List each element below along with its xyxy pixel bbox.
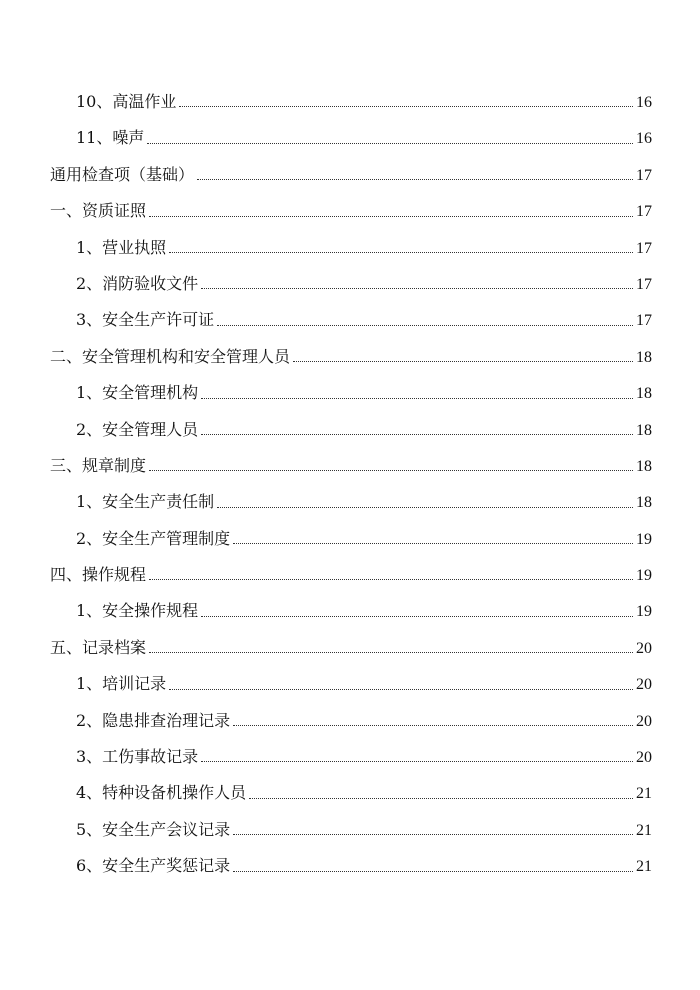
toc-dot-leader bbox=[149, 579, 633, 580]
toc-page-number: 21 bbox=[636, 858, 652, 876]
toc-entry[interactable] bbox=[50, 812, 652, 848]
toc-entry[interactable] bbox=[50, 775, 652, 811]
toc-page-number: 20 bbox=[636, 676, 652, 694]
toc-page-number: 20 bbox=[636, 749, 652, 767]
toc-entry-title: 10、高温作业 bbox=[76, 92, 177, 111]
toc-entry[interactable] bbox=[50, 521, 652, 557]
toc-dot-leader bbox=[233, 543, 633, 544]
toc-entry-title: 通用检查项（基础） bbox=[50, 164, 195, 184]
toc-entry[interactable] bbox=[50, 84, 652, 120]
toc-page-number: 18 bbox=[636, 385, 652, 403]
toc-dot-leader bbox=[201, 398, 633, 399]
toc-entry-title: 三、规章制度 bbox=[50, 455, 147, 475]
toc-entry-title: 2、隐患排查治理记录 bbox=[76, 710, 231, 730]
toc-entry[interactable] bbox=[50, 848, 652, 884]
toc-entry-title: 1、安全操作规程 bbox=[76, 601, 199, 621]
toc-page-number: 19 bbox=[636, 530, 652, 548]
toc-entry-title: 6、安全生产奖惩记录 bbox=[76, 856, 231, 876]
toc-dot-leader bbox=[233, 834, 633, 835]
toc-entry[interactable] bbox=[50, 266, 652, 302]
toc-page-number: 16 bbox=[636, 130, 652, 148]
toc-page-number: 17 bbox=[636, 275, 652, 293]
toc-dot-leader bbox=[201, 434, 633, 435]
toc-entry[interactable] bbox=[50, 339, 652, 375]
toc-dot-leader bbox=[217, 507, 633, 508]
toc-entry[interactable] bbox=[50, 412, 652, 448]
toc-dot-leader bbox=[179, 106, 633, 107]
toc-dot-leader bbox=[149, 652, 633, 653]
toc-entry-title: 2、安全生产管理制度 bbox=[76, 528, 231, 548]
toc-page-number: 20 bbox=[636, 639, 652, 657]
toc-page-number: 18 bbox=[636, 421, 652, 439]
toc-entry[interactable] bbox=[50, 193, 652, 229]
toc-dot-leader bbox=[201, 616, 633, 617]
toc-entry-title: 一、资质证照 bbox=[50, 201, 147, 221]
toc-dot-leader bbox=[249, 798, 633, 799]
toc-entry[interactable] bbox=[50, 739, 652, 775]
toc-page-number: 16 bbox=[636, 94, 652, 111]
toc-page-number: 19 bbox=[636, 603, 652, 621]
toc-entry[interactable] bbox=[50, 666, 652, 702]
toc-entry-title: 3、安全生产许可证 bbox=[76, 310, 215, 330]
toc-entry-title: 4、特种设备机操作人员 bbox=[76, 783, 247, 803]
toc-page-number: 18 bbox=[636, 494, 652, 512]
toc-dot-leader bbox=[149, 216, 633, 217]
toc-dot-leader bbox=[293, 361, 633, 362]
toc-entry[interactable] bbox=[50, 630, 652, 666]
toc-entry-title: 1、安全生产责任制 bbox=[76, 492, 215, 512]
toc-entry[interactable] bbox=[50, 557, 652, 593]
toc-entry-title: 1、培训记录 bbox=[76, 674, 167, 694]
toc-entry-title: 11、噪声 bbox=[76, 128, 145, 148]
toc-dot-leader bbox=[149, 470, 633, 471]
toc-entry[interactable] bbox=[50, 593, 652, 629]
toc-entry[interactable] bbox=[50, 703, 652, 739]
toc-dot-leader bbox=[201, 761, 633, 762]
toc-page-number: 20 bbox=[636, 712, 652, 730]
toc-entry-title: 1、营业执照 bbox=[76, 237, 167, 257]
toc-page-number: 17 bbox=[636, 239, 652, 257]
toc-page-number: 18 bbox=[636, 457, 652, 475]
toc-entry-title: 2、消防验收文件 bbox=[76, 273, 199, 293]
toc-page-number: 21 bbox=[636, 821, 652, 839]
toc-entry-title: 二、安全管理机构和安全管理人员 bbox=[50, 346, 291, 366]
toc-dot-leader bbox=[169, 689, 633, 690]
table-of-contents bbox=[50, 84, 652, 885]
toc-page-number: 21 bbox=[636, 785, 652, 803]
toc-dot-leader bbox=[233, 871, 633, 872]
toc-entry-title: 2、安全管理人员 bbox=[76, 419, 199, 439]
toc-entry[interactable] bbox=[50, 375, 652, 411]
toc-entry-title: 1、安全管理机构 bbox=[76, 383, 199, 403]
toc-dot-leader bbox=[169, 252, 633, 253]
toc-entry[interactable] bbox=[50, 448, 652, 484]
toc-entry[interactable] bbox=[50, 302, 652, 338]
toc-dot-leader bbox=[217, 325, 633, 326]
toc-dot-leader bbox=[197, 179, 633, 180]
toc-dot-leader bbox=[201, 288, 633, 289]
toc-entry-title: 5、安全生产会议记录 bbox=[76, 819, 231, 839]
toc-entry-title: 3、工伤事故记录 bbox=[76, 747, 199, 767]
toc-page-number: 19 bbox=[636, 567, 652, 585]
toc-dot-leader bbox=[233, 725, 633, 726]
toc-entry[interactable] bbox=[50, 120, 652, 156]
toc-entry[interactable] bbox=[50, 230, 652, 266]
toc-entry-title: 五、记录档案 bbox=[50, 637, 147, 657]
toc-entry[interactable] bbox=[50, 484, 652, 520]
toc-page-number: 17 bbox=[636, 312, 652, 330]
toc-dot-leader bbox=[147, 143, 633, 144]
toc-page-number: 17 bbox=[636, 203, 652, 221]
toc-page-number: 18 bbox=[636, 348, 652, 366]
toc-entry-title: 四、操作规程 bbox=[50, 565, 147, 585]
toc-entry[interactable] bbox=[50, 157, 652, 193]
toc-page-number: 17 bbox=[636, 166, 652, 184]
